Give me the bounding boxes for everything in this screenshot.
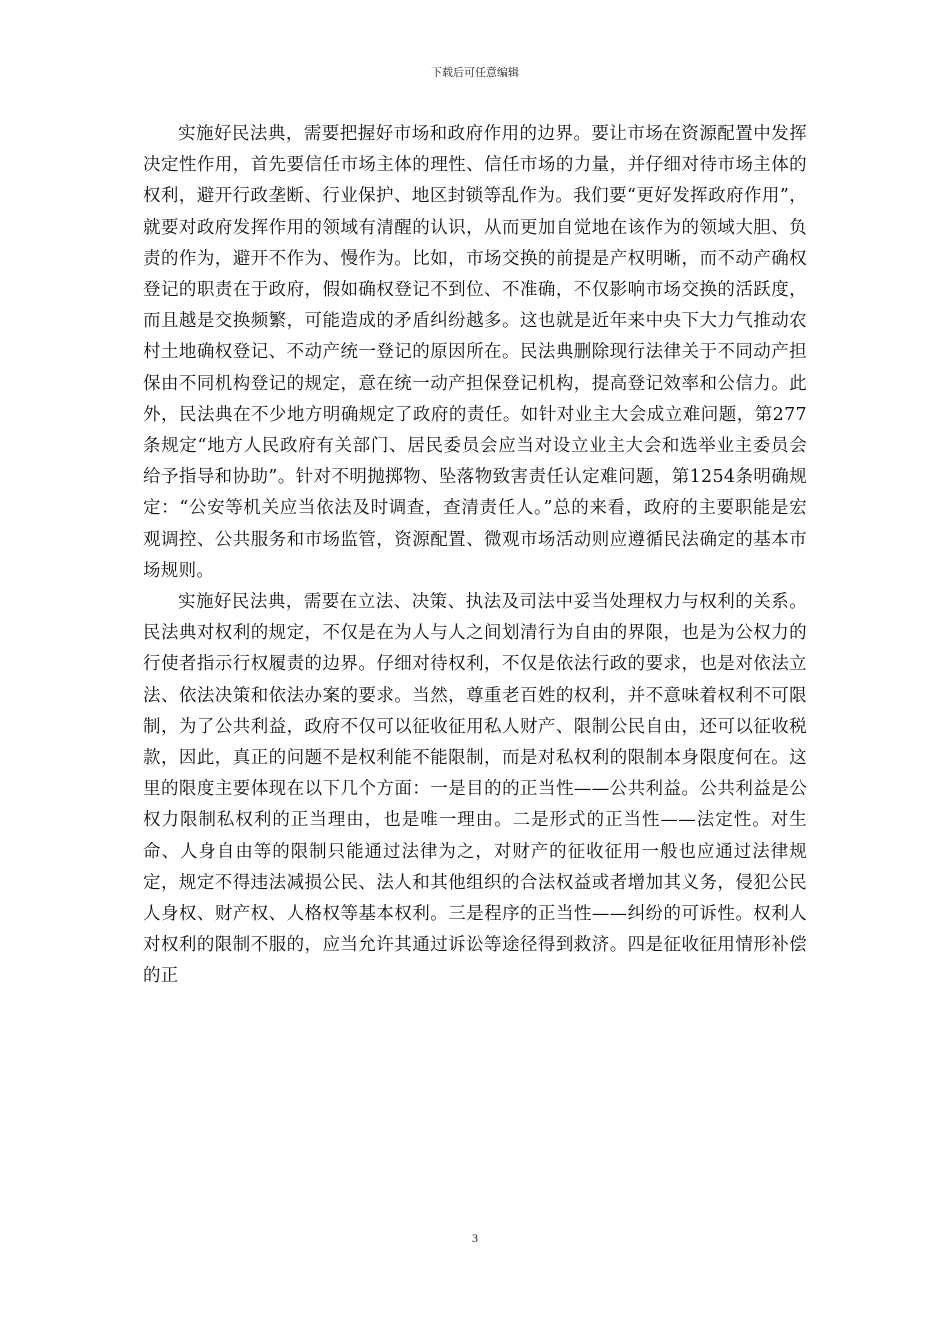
paragraph-1: 实施好民法典，需要把握好市场和政府作用的边界。要让市场在资源配置中发挥决定性作用，首先要信任市场主体的理性、信任市场的力量，并仔细对待市场主体的权利，避开行政垄断、行业保护、地区封锁等乱作为。我们要“更好发挥政府作用”，就要对政府发挥作用的领域有清醒的认识，从而更加自觉地在该作为的领域大胆、负责的作为，避开不作为、慢作为。比如，市场交换的前提是产权明晰，而不动产确权登记的职责在于政府，假如确权登记不到位、不准确，不仅影响市场交换的活跃度，而且越是交换频繁，可能造成的矛盾纠纷越多。这也就是近年来中央下大力气推动农村土地确权登记、不动产统一登记的原因所在。民法典删除现行法律关于不同动产担保由不同机构登记的规定，意在统一动产担保登记机构，提高登记效率和公信力。此外，民法典在不少地方明确规定了政府的责任。如针对业主大会成立难问题，第277条规定“地方人民政府有关部门、居民委员会应当对设立业主大会和选举业主委员会给予指导和协助”。针对不明抛掷物、坠落物致害责任认定难问题，第1254条明确规定：“公安等机关应当依法及时调查，查清责任人。”总的来看，政府的主要职能是宏观调控、公共服务和市场监管，资源配置、微观市场活动则应遵循民法确定的基本市场规则。 bbox=[143, 124, 807, 581]
paragraph-2: 实施好民法典，需要在立法、决策、执法及司法中妥当处理权力与权利的关系。民法典对权利的规定，不仅是在为人与人之间划清行为自由的界限，也是为公权力的行使者指示行权履责的边界。仔细对待权利，不仅是依法行政的要求，也是对依法立法、依法决策和依法办案的要求。当然，尊重老百姓的权利，并不意味着权利不可限制，为了公共利益，政府不仅可以征收征用私人财产、限制公民自由，还可以征收税款，因此，真正的问题不是权利能不能限制，而是对私权利的限制本身限度何在。这里的限度主要体现在以下几个方面：一是目的的正当性——公共利益。公共利益是公权力限制私权利的正当理由，也是唯一理由。二是形式的正当性——法定性。对生命、人身自由等的限制只能通过法律为之，对财产的征收征用一般也应通过法律规定，规定不得违法减损公民、法人和其他组织的合法权益或者增加其义务，侵犯公民人身权、财产权、人格权等基本权利。三是程序的正当性——纠纷的可诉性。权利人对权利的限制不服的，应当允许其通过诉讼等途径得到救济。四是征收征用情形补偿的正 bbox=[143, 592, 807, 987]
page-number: 3 bbox=[472, 1231, 478, 1245]
page-header: 下载后可任意编辑 bbox=[431, 66, 519, 79]
body-text bbox=[143, 119, 807, 993]
